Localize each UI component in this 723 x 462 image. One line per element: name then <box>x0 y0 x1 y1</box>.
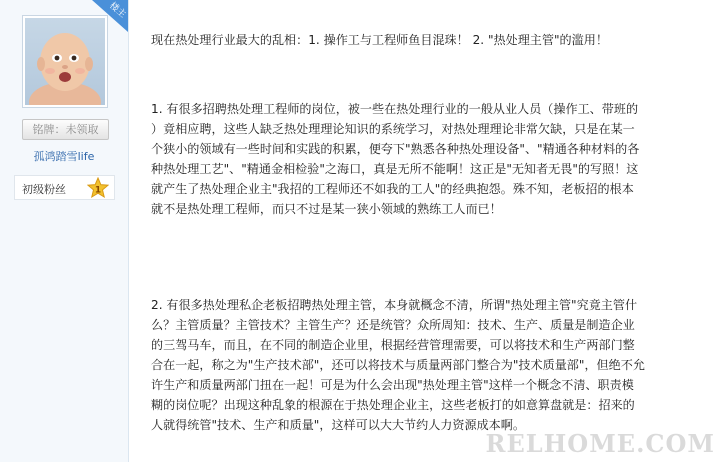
sidebar-divider <box>128 0 129 462</box>
paragraph-line: 么？主管质量？主管技术？主管生产？还是统管？众所周知：技术、生产、质量是制造企业 <box>151 318 635 332</box>
username-link[interactable]: 孤鸿踏雪life <box>33 150 95 163</box>
paragraph-line: 个狭小的领域有一些时间和实践的积累，便夸下"熟悉各种热处理设备"、"精通各种材料的各 <box>151 142 640 156</box>
rank-label: 初级粉丝 <box>22 183 66 196</box>
user-rank <box>14 175 115 200</box>
op-corner-badge <box>86 0 128 32</box>
paragraph-2 <box>151 295 645 435</box>
paragraph-line: 合在一起，称之为"生产技术部"，还可以将技术与质量两部门整合为"技术质量部"，但绝不允 <box>151 358 645 372</box>
site-watermark: RELHOME.COM <box>485 429 715 458</box>
paragraph-line: 糊的岗位呢？出现这种乱象的根源在于热处理企业主，这些老板打的如意算盘就是：招来的 <box>151 398 635 412</box>
medal-button[interactable]: 铭牌：未领取 <box>22 119 109 140</box>
paragraph-line: 人就得统管"技术、生产和质量"，这样可以大大节约人力资源成本啊。 <box>151 418 525 432</box>
paragraph-line: 2. 有很多热处理私企老板招聘热处理主管，本身就概念不清，所谓"热处理主管"究竟主管什 <box>151 298 638 312</box>
paragraph-line: 就产生了热处理企业主"我招的工程师还不如我的工人"的经典抱怨。殊不知，老板招的根本 <box>151 182 634 196</box>
star-icon <box>87 177 109 199</box>
paragraph-line: 1. 有很多招聘热处理工程师的岗位，被一些在热处理行业的一般从业人员（操作工、带班的 <box>151 102 639 116</box>
post-title: 现在热处理行业最大的乱相：1. 操作工与工程师鱼目混珠！ 2. "热处理主管"的滥用！ <box>151 33 608 47</box>
rank-level: 1 <box>94 185 102 196</box>
paragraph-line: ）竟相应聘，这些人缺乏热处理理论知识的系统学习，对热处理理论非常欠缺，只是在某一 <box>151 122 635 136</box>
op-badge-label: 楼主 <box>107 0 128 21</box>
paragraph-1 <box>151 99 639 219</box>
paragraph-line: 的三驾马车，而且，在不同的制造企业里，根据经营管理需要，可以将技术和生产两部门整 <box>151 338 635 352</box>
paragraph-line: 种热处理工艺"、"精通金相检验"之海口，真是无所不能啊！这正是"无知者无畏"的写照！这 <box>151 162 639 176</box>
paragraph-line: 就不是热处理工程师，而只不过是某一狭小领域的熟练工人而已！ <box>151 202 502 216</box>
paragraph-line: 许生产和质量两部门扭在一起！可是为什么会出现"热处理主管"这样一个概念不清、职责模 <box>151 378 634 392</box>
